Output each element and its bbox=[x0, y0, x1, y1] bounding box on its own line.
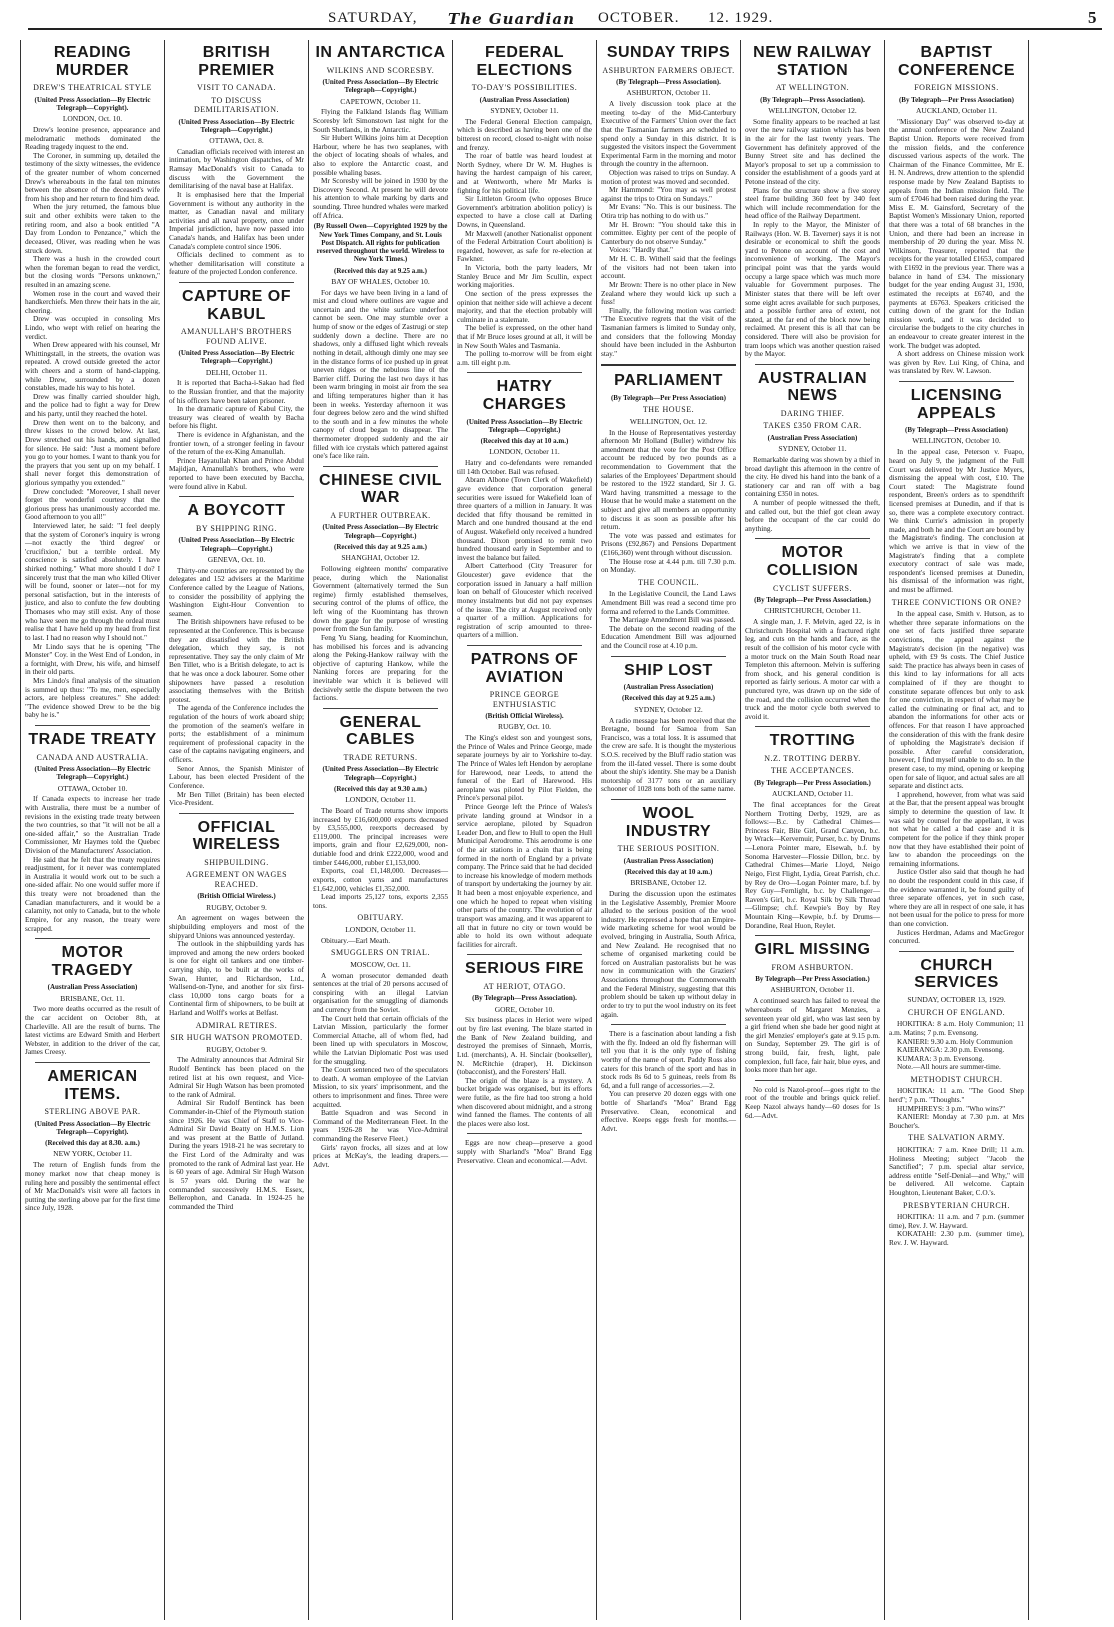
divider bbox=[899, 381, 1014, 382]
subheading: A FURTHER OUTBREAK. bbox=[330, 511, 431, 521]
advertisement: Eggs are now cheap—preserve a good supply with Sharland's "Moa" Brand Egg Preservative. Clean and economical.—Advt. bbox=[457, 1138, 592, 1165]
article-headline: PARLIAMENT bbox=[614, 372, 723, 390]
paragraph: During the discussion upon the estimates in the Legislative Assembly, Premier Moore alluded to the serious position of the wool industry. He expressed a hope that an Empire-wide marketing scheme for wool would be evolved, bringing in Australia, South Africa, and New Zealand. He recognised that no scheme of organised marketing could be forced on Australian pastoralists but he was now in communication with the Graziers' Associations throughout the Commonwealth and the Federal Ministry, suggesting that this problem should be taken up without delay in order to try to put the wool industry on its feet again. bbox=[601, 888, 736, 1019]
paragraph: There is evidence in Afghanistan, and the frontier town, of a stronger feeling in favour of the return of the ex-King Amanullah. bbox=[169, 430, 304, 457]
divider bbox=[179, 282, 294, 283]
paragraph: KAIERANGA: 2.30 p.m. Evensong. bbox=[897, 1045, 1005, 1055]
paragraph: Mr H. C. B. Withell said that the feelings of the visitors had not been taken into account. bbox=[601, 254, 736, 281]
dateline: LONDON, October 11. bbox=[345, 795, 416, 805]
article-headline: SHIP LOST bbox=[624, 661, 713, 679]
paragraph: The return of English funds from the money market now that cheap money is ruling here and possibly the sentimental effect of Mr MacDonald's visit were all factors in putting the sterling above par for the first time since July, 1928. bbox=[25, 1160, 160, 1213]
divider bbox=[467, 645, 582, 646]
article-headline: GIRL MISSING bbox=[754, 941, 871, 959]
paragraph: In the Legislative Council, the Land Laws Amendment Bill was read a second time pro forma and referred to the Lands Committee. bbox=[601, 589, 736, 616]
article-headline: IN ANTARCTICA bbox=[315, 44, 446, 61]
paragraph: Battle Squadron and was Second in Command of the Mediterranean Fleet. In the years 1926-28 he was Vice-Admiral commanding the Reserve Fleet.) bbox=[313, 1108, 448, 1144]
subheading: SIR HUGH WATSON PROMOTED. bbox=[170, 1033, 303, 1043]
column-7 bbox=[885, 40, 1029, 1620]
paragraph: The agenda of the Conference includes the regulation of the hours of work aboard ship; the promotion of the seamen's welfare in ports; the establishment of a minimum requirement of professional capacity in the case of the captains navigating engineers, and officers. bbox=[169, 703, 304, 765]
subheading: METHODIST CHURCH. bbox=[910, 1074, 1003, 1084]
paragraph: It is emphasised here that the Imperial Government is without any authority in the matter, as Canadian naval and military activities and all naval property, once under Imperial jurisdiction, have now passed into Canada's hands, and Halifax has been under Canada's complete control since 1906. bbox=[169, 189, 304, 251]
credit-line: (Received this day at 9.30 a.m.) bbox=[334, 784, 427, 793]
paragraph: When Drew appeared with his counsel, Mr Whittingstall, in the streets, the ovation was repeated. A crowd outside greeted the actor with cheers and a storm of hand-clapping, while Drew, surrounded by a dozen constables, made his way to his hotel. bbox=[25, 340, 160, 393]
paragraph: HOKITIKA: 11 a.m. and 7 p.m. (summer time), Rev. J. W. Hayward. bbox=[889, 1211, 1024, 1230]
credit-line: (United Press Association—By Electric Telegraph—Copyright). bbox=[34, 1119, 151, 1136]
dateline: GENEVA, Oct. 10. bbox=[207, 554, 266, 564]
paragraph: Mr Maxwell (another Nationalist opponent of the Federal Arbitration Court abolition) is regarded, however, as safe for re-election at Fawkner. bbox=[457, 228, 592, 264]
paragraph: The roar of battle was heard loudest at North Sydney, where Dr W. M. Hughes is having the hardest campaign of his career, and at Wentworth, where Mr Marks is fighting for his political life. bbox=[457, 151, 592, 195]
article-headline: GENERAL CABLES bbox=[339, 713, 422, 749]
article-headline: MOTOR TRAGEDY bbox=[51, 944, 134, 979]
paragraph: Mr Hammond: "You may as well protest against the trips to Otira on Sundays." bbox=[601, 185, 736, 203]
advertisement: You can preserve 20 dozen eggs with one bottle of Sharland's "Moa" Brand Egg Preservative. Clean, economical and effective. Keeps eggs fresh for months.—Advt. bbox=[601, 1089, 736, 1133]
advertisement: No cold is Nazol-proof—goes right to the root of the trouble and brings quick relief. Keep Nazol always handy—60 doses for 1s 6d.—Advt. bbox=[745, 1084, 880, 1120]
credit-line: (Australian Press Association) bbox=[767, 433, 858, 442]
subheading: AGREEMENT ON WAGES REACHED. bbox=[185, 870, 288, 889]
subheading: CYCLIST SUFFERS. bbox=[773, 583, 852, 593]
credit-line: (Received this day at 8.30. a.m.) bbox=[45, 1139, 140, 1148]
article-headline: TROTTING bbox=[769, 732, 856, 750]
dateline: LONDON, Oct. 10. bbox=[62, 114, 123, 124]
dateline: ASHBURTON, October 11. bbox=[770, 985, 855, 995]
credit-line: (United Press Association—By Electric Telegraph—Copyright.) bbox=[34, 765, 151, 782]
dateline: LONDON, October 11. bbox=[345, 924, 416, 934]
dateline: WELLINGTON, October 10. bbox=[912, 436, 1001, 446]
paragraph: In the dramatic capture of Kabul City, the treasury was cleared of wealth by Bacha before his flight. bbox=[169, 404, 304, 431]
article-headline: FEDERAL ELECTIONS bbox=[476, 44, 573, 79]
paragraph: Voices: "Hardly that." bbox=[609, 245, 673, 255]
credit-line: (By Telegraph—Per Press Association.) bbox=[754, 778, 871, 787]
column-5 bbox=[597, 40, 741, 1620]
dateline: SYDNEY, October 11. bbox=[490, 105, 559, 115]
paragraph: The Court sentenced two of the speculators to death. A woman employee of the Latvian Mission, to six years' imprisonment, and the others to imprisonment and fines. Three were acquitted. bbox=[313, 1065, 448, 1109]
subheading: TO DISCUSS DEMILITARISATION. bbox=[194, 95, 279, 115]
subheading: WILKINS AND SCORESBY. bbox=[326, 65, 435, 75]
divider bbox=[611, 799, 726, 800]
dateline: NEW YORK, October 11. bbox=[53, 1149, 132, 1159]
paragraph: Two more deaths occurred as the result of the car accident on October 8th, at Charleville. All are the result of burns. The latest victims are Edward Smith and Herbert Webster, in addition to the driver of the car, James Creesy. bbox=[25, 1004, 160, 1057]
subheading: AMANULLAH'S BROTHERS FOUND ALIVE. bbox=[180, 327, 293, 346]
article-headline: CAPTURE OF KABUL bbox=[182, 287, 291, 323]
dateline: BRISBANE, October 12. bbox=[630, 878, 707, 888]
credit-line: (United Press Association—By Electric Telegraph—Copyright.) bbox=[178, 349, 295, 366]
subheading: THE COUNCIL. bbox=[637, 577, 700, 587]
paragraph: A single man, J. F. Melvin, aged 22, is in Christchurch Hospital with a fractured right leg, and cuts on the hands and face, as the result of the collision of his motor cycle with a motor truck on the Main South Road near Templeton this afternoon. Melvin is suffering from shock, and his general condition is reported as fairly serious. A motor car with a punctured tyre, was drawn up on the side of the road, and the collision occurred when the truck and the motor cycle both swerved to avoid it. bbox=[745, 617, 880, 721]
paragraph: Lead imports 25,127 tons, exports 2,355 tons. bbox=[313, 892, 448, 910]
paragraph: An agreement on wages between the shipbuilding employers and most of the shipyard Unions was announced yesterday. bbox=[169, 913, 304, 940]
subheading: FOREIGN MISSIONS. bbox=[914, 83, 999, 93]
article-headline: PATRONS OF AVIATION bbox=[470, 650, 579, 686]
paragraph: Mr Brown: There is no other place in New Zealand where they would kick up such a fuss! bbox=[601, 279, 736, 307]
divider bbox=[179, 813, 294, 814]
paragraph: The outlook in the shipbuilding yards has improved and among the new orders booked is one for eight oil tankers and one timber-carrying ship, to be built at the works of Swan, Hunter, and Richardson, Ltd., Wallsend-on-Tyne, and another for six first-class 10,000 tons cargo boats for a Continental firm of shipowners, to be built at Harland and Wolff's works at Belfast. bbox=[169, 939, 304, 1018]
credit-line: (United Press Association—By Electric Telegraph—Copyright.) bbox=[178, 117, 295, 134]
column-1 bbox=[21, 40, 165, 1620]
dateline: RUGBY, October 9. bbox=[206, 1044, 267, 1054]
paragraph: A radio message has been received that the Bretagne, bound for Samoa from San Francisco, was a total loss. It is assumed that the crew are safe. It is thought the mysterious S.O.S. received by the Bluff radio station was from the ill-fated vessel. There is some doubt about the ship's identity. She may be a Danish motorship of 3177 tons or an auxiliary schooner of 1028 tons both of the same name. bbox=[601, 715, 736, 794]
paragraph: The Court held that certain officials of the Latvian Mission, particularly the former Commercial Attache, all of whom fled, had been lined up with speculators in Moscow, while the Latvian Diplomatic Post was used for the smuggling. bbox=[313, 1013, 448, 1066]
paragraph: The vote was passed and estimates for Prisons (£92,867) and Pensions Department (£166,360) went through without discussion. bbox=[601, 530, 736, 558]
paragraph: Mr H. Brown: "You should take this in committee. Eighty per cent of the people of Canterbury do not observe Sunday." bbox=[601, 219, 736, 246]
dateline: SHANGHAI, October 12. bbox=[341, 553, 420, 563]
divider bbox=[323, 708, 438, 709]
dateline: BRISBANE, Oct. 11. bbox=[60, 993, 125, 1003]
divider bbox=[35, 725, 150, 726]
credit-line: (Received this day at 10 a.m.) bbox=[480, 437, 569, 446]
subheading: OBITUARY. bbox=[357, 913, 404, 923]
paragraph: Objection was raised to trips on Sunday. A motion of protest was moved and seconded. bbox=[601, 168, 736, 186]
paragraph: Officials declined to comment as to whether demilitarisation will constitute a feature of the projected London conference. bbox=[169, 250, 304, 277]
subheading: N.Z. TROTTING DERBY. bbox=[764, 754, 861, 764]
paragraph: Sir Hubert Wilkins joins him at Deception Harbour, where he has two seaplanes, with the object of locating shoals of whales, and also to explore the Antarctic coast, and possible whaling bases. bbox=[313, 133, 448, 177]
paragraph: The origin of the blaze is a mystery. A bucket brigade was organised, but its efforts were futile, as the fire had too strong a hold when discovered about midnight, and a strong wind fanned the flames. The contents of all the places were also lost. bbox=[457, 1075, 592, 1128]
credit-line: (By Telegraph—Press Association). bbox=[616, 78, 721, 87]
paragraph: Justices Herdman, Adams and MacGregor concurred. bbox=[889, 927, 1024, 946]
credit-line: (Received this day at 9.25 a.m.) bbox=[334, 542, 427, 551]
subheading: THREE CONVICTIONS OR ONE? bbox=[891, 597, 1022, 607]
paragraph: In reply to the Mayor, the Minister of Railways (Hon. W. B. Taverner) says it is not desirable or economical to shift the goods yard to Petone on account of the cost and inconvenience of working. The Mayor's principal point was that the yards would occupy a large space which was much more valuable for Government purposes. The Minister states that there will be left over some eight acres available for such purposes, and a possible further area of extent, not stated, at the far end of the block now being reclaimed. At present this is all that can be considered. There will also be provision for tram loops which was another question raised by the Mayor. bbox=[745, 220, 880, 359]
paragraph: The British shipowners have refused to be represented at the Conference. This is because they are dissatisfied with the British delegation, which they say, is not representative. They say the only claim of Mr Ben Tillet, who is a British delegate, to act is that he was once a dock labourer. Some other shipowners have passed a resolution associating themselves with the British protest. bbox=[169, 617, 305, 704]
paragraph: He said that he felt that the treaty requires readjustment, for it never was contemplated in Australia it would work out to be such a one-sided affair. No one would suffer more if this treaty were not broadened than the Canadian manufacturers, and it would be a calamity, not only to Canada, but to the whole Empire, for any reason, the treaty were scrapped. bbox=[25, 854, 160, 933]
credit-line: (United Press Association—By Electric Telegraph—Copyright). bbox=[34, 95, 151, 112]
divider bbox=[755, 1080, 870, 1081]
paragraph: Mr Scoresby will be joined in 1930 by the Discovery Second. At present he will devote his attention to whale marking by darts and sounding. Three hundred whales were marked off Africa. bbox=[313, 176, 448, 220]
divider bbox=[467, 1133, 582, 1134]
dateline: RUGBY, Oct. 10. bbox=[498, 722, 551, 732]
masthead bbox=[28, 8, 1102, 30]
subheading: ASHBURTON FARMERS OBJECT. bbox=[602, 65, 735, 75]
paragraph: Plans for the structure show a five storey steel frame building 360 feet by 340 feet which will include recommendation for the head office of the Railway Department. bbox=[745, 185, 880, 221]
paragraph: The debate on the second reading of the Education Amendment Bill was adjourned and the Council rose at 4.10 p.m. bbox=[601, 623, 736, 650]
credit-line: (By Telegraph—Per Press Association) bbox=[898, 95, 1015, 104]
subheading: TAKES £350 FROM CAR. bbox=[763, 421, 862, 431]
subheading: STERLING ABOVE PAR. bbox=[44, 1107, 141, 1117]
paragraph: Women rose in the court and waved their handkerchiefs. Men threw their hats in the air, cheering. bbox=[25, 288, 160, 315]
paragraph: KOKATAHI: 2.30 p.m. (summer time), Rev. J. W. Hayward. bbox=[889, 1229, 1024, 1247]
paragraph: Senor Annos, the Spanish Minister of Labour, has been elected President of the Conference. bbox=[169, 763, 304, 790]
dateline: BAY OF WHALES, October 10. bbox=[331, 276, 430, 286]
subheading: AT HERIOT, OTAGO. bbox=[483, 981, 566, 991]
paragraph: A short address on Chinese mission work was given by Rev. Lui King, of China, and was translated by Rev. W. Lawson. bbox=[889, 349, 1024, 376]
credit-line: (By Telegraph—Per Press Association) bbox=[610, 394, 727, 402]
paragraph: Thirty-one countries are represented by the delegates and 152 advisers at the Maritime Conference called by the League of Nations, to consider the possibility of applying the Washington Eight-Hour Convention to seamen. bbox=[169, 565, 304, 618]
dateline: SYDNEY, October 11. bbox=[778, 444, 847, 454]
divider bbox=[611, 1024, 726, 1025]
paragraph: The belief is expressed, on the other hand that if Mr Bruce loses ground at all, it will be in New South Wales and Tasmania. bbox=[457, 323, 592, 350]
paragraph: The Marriage Amendment Bill was passed. bbox=[609, 615, 736, 625]
dateline: SUNDAY, OCTOBER 13, 1929. bbox=[907, 995, 1006, 1005]
dateline: ASHBURTON, October 11. bbox=[626, 88, 711, 98]
credit-line: (By Telegraph—Per Press Association.) bbox=[754, 596, 871, 605]
dateline: RUGBY, October 9. bbox=[206, 902, 267, 912]
paragraph: Prince Hayatullah Khan and Prince Abdul Majidjan, Amanullah's brothers, who were reported to have been executed by Baccha, were found alive in Kabul. bbox=[169, 455, 304, 491]
paragraph: HOKITIKA: 8 a.m. Holy Communion; 11 a.m. Matins; 7 p.m. Evensong. bbox=[889, 1019, 1024, 1037]
article-headline: TRADE TREATY bbox=[28, 731, 157, 749]
credit-line: (United Press Association—By Electric Telegraph—Copyright.) bbox=[178, 536, 295, 553]
paragraph: When the jury returned, the famous blue suit and other exhibits were taken to the retiring room, and also a book entitled "A Day from London to Penzance," which the deceased, Oliver, was reading when he was struck down. bbox=[25, 202, 160, 255]
divider bbox=[601, 364, 736, 366]
credit-line: (Received this day at 10 a.m.) bbox=[624, 867, 713, 876]
dateline: DELHI, October 11. bbox=[205, 367, 268, 377]
credit-line: (By Telegraph—Press Association) bbox=[905, 426, 1008, 435]
article-headline: LICENSING APPEALS bbox=[910, 387, 1003, 422]
paragraph: Some finality appears to be reached at last over the new railway station which has been in the air for the last twenty years. The Government has definitely approved of the Bunny Street site and has declined the Mayor's proposal to set up a commission to consider the establishment of a goods yard at Petone instead of the city. bbox=[745, 116, 880, 186]
page-number: 5 bbox=[1088, 8, 1098, 27]
paragraph: Following eighteen months' comparative peace, during which the Nationalist Government (alternatively termed the Sun regime) firmly established themselves, securing control of the plums of office, the left wing of the Kuomintang has thrown down the gage for the purpose of wresting power from the Sun family. bbox=[313, 564, 448, 634]
column-2 bbox=[165, 40, 309, 1620]
credit-line: (United Press Association—By Electric Telegraph—Copyright.) bbox=[466, 417, 583, 434]
paragraph: In the appeal case, Peterson v. Fuapo, heard on July 9, the judgment of the Full Court was delivered by Mr Justice Myers, dismissing the appeal with cost, £10. The Court stated: The Magistrate found respondent, Breen's orders as to spendthrift licensed premises at Dunedin, and if that is so, there was a complete executory contract. We think Currie's admission in properly made, and both he and the Court are bound by the Magistrate's finding. The conclusion at which we arrive is that in view of the Magistrate's finding that a complete executory contract of sale was made, respondent's licensed premises at Dunedin, his dismissal of the information was right, and must be affirmed. bbox=[889, 447, 1024, 595]
paragraph: The final acceptances for the Great Northern Trotting Derby, 1929, are as follows:—B.c. by Cathedral Chimes—Princess Fair, Bite Girl, Grand Canyon, b.c. by Wrack—Kervemuir, Purser, b.c. by Drums—Lenora Pointer mare, Elsewah, b.f. by Sonoma Harvester—Flossie Dillon, br.c. by Cathedral Chimes—Marie Lloyd, Neigo Neigo, First Flight, Lydia, Great Parrish, ch.c. by Rey de Oro—Logan Pointer mare, b.f. by Rey Guy—Fernlight, b.c. by Challenger—Raven's Girl, b.c. Royal Silk by Silk Thread—Glimpse; ch.f. Kewpie's Boy by Rey Mountain King—Kewpie, b.f. by Drums—Dorandine, Real Huon, Reylet. bbox=[745, 800, 880, 930]
credit-line: (British Official Wireless.) bbox=[197, 892, 276, 901]
paragraph: Drew was occupied in consoling Mrs Lindo, who wept with relief on hearing the verdict. bbox=[25, 314, 160, 341]
paragraph: It is reported that Bacha-i-Sakao had fled to the Russian frontier, and that the majority of his officers have been taken prisoner. bbox=[169, 378, 304, 405]
paragraph: Drew then went on to the balcony, and threw kisses to the crowd below. At last, Drew stretched out his hands, and signalled for silence. He said: "Just a moment before you go to your homes. I want to thank you for the prayers that you sent up on my behalf. I shall never forget this demonstration of glorious sympathy you extended." bbox=[25, 417, 160, 487]
subheading: SHIPBUILDING. bbox=[204, 857, 269, 867]
subheading: THE ACCEPTANCES. bbox=[770, 766, 855, 776]
credit-line: (United Press Association—By Electric Telegraph—Copyright.) bbox=[322, 78, 439, 95]
divider bbox=[467, 372, 582, 373]
paragraph: Mr Ben Tillet (Britain) has been elected Vice-President. bbox=[169, 789, 304, 808]
divider bbox=[35, 938, 150, 939]
advertisement: There is a fascination about landing a fish with the fly. Indeed an old fly fisherman will tell you that it is the only type of fishing worthy of the name of sport. Paddy Ross also caters for this branch of the sport and has in stock rods 8s 6d to 5 guineas, reels from 8s 6d, and a full range of accessories.—2. bbox=[601, 1029, 736, 1090]
paragraph: In the appeal case, Smith v. Hutson, as to whether three separate informations on the one set of facts justified three separate convictions, the appeal against the Magistrate's decision (in the negative) was upheld, with £9 9s costs. The Chief Justice said: The practice has always been in cases of this kind to lay informations for all acts complained of if they are thought to constitute separate offences but only to ask for one conviction, in respect of what may be called the culminating or final act, and to abandon the informations for other acts or offences. For that reason I have approached the consideration of this with the frank desire of upholding the Magistrate's decision if possible. After careful consideration, however, I find myself unable to do so. In the present case, to my mind, opening or keeping open for sale of liquor, and actual sales are all separate and distinct acts. bbox=[889, 609, 1024, 791]
article-headline: WOOL INDUSTRY bbox=[625, 805, 712, 840]
paragraph: Sir Littleton Groom (who opposes Bruce Government's arbitration abolition policy) is expected to have a close call at Darling Downs, in Queensland. bbox=[457, 194, 592, 230]
paragraph: Interviewed later, he said: "I feel deeply that the system of Coroner's inquiry is wrong—not exactly the 'third degree' or 'crucifixion,' but a terrible ordeal. My conscience is satisfied absolutely. I have shirked nothing." What more should I do? I sincerely trust that the man who killed Oliver will be found, sooner or later—not for my personal satisfaction, but in the interests of justice, and also to confute the few doubting Thomases who may still exist. Any of those who have seen me go through the ordeal must realise that I have held up my head from first to last. I had no reason why I should not." bbox=[25, 521, 160, 642]
article-headline: BRITISH PREMIER bbox=[198, 44, 275, 79]
divider bbox=[899, 951, 1014, 952]
subheading: ADMIRAL RETIRES. bbox=[195, 1020, 278, 1030]
newspaper-columns bbox=[20, 40, 1102, 1620]
article-headline: READING MURDER bbox=[53, 44, 132, 79]
paragraph: Mr Lindo says that he is opening "The Monster" Coy. in the West End of London, in a fortnight, with Drew, his wife, and himself in their old parts. bbox=[25, 641, 160, 677]
paragraph: The Coroner, in summing up, detailed the testimony of the sixty witnesses, the evidence of the greater number of whom concerned Drew's whereabouts in the fatal ten minutes between the absence of the deceased's wife from his shop and her return to find him dead. bbox=[25, 150, 160, 203]
credit-line: (By Russell Owen—Copyrighted 1929 by the New York Times Company, and St. Louis Post Dispatch. All rights for publication reserved throughout the world. Wireless to New York Times.) bbox=[313, 222, 448, 264]
paragraph: HOKITIKA: 7 a.m. Knee Drill; 11 a.m. Holiness Meeting; subject "Jacob the Sanctified"; 7 p.m. special altar service, address entitle "Self-Denial—and Why," will be delivered. All welcome. Captain Houghton, Lieutenant Baker, C.O.'s. bbox=[889, 1144, 1024, 1197]
article-headline: BAPTIST CONFERENCE bbox=[897, 44, 1015, 79]
dateline: CAPETOWN, October 11. bbox=[340, 96, 421, 106]
subheading: TRADE RETURNS. bbox=[343, 752, 418, 762]
paragraph: A lively discussion took place at the meeting to-day of the Mid-Canterbury Executive of the Farmers' Union over the fact that the Tasmanian farmers are scheduled to spend only a Sunday in this district. It is suggested the visitors inspect the Government Experimental Farm in the morning and motor through the country in the afternoon. bbox=[601, 99, 736, 169]
credit-line: (Australian Press Association) bbox=[623, 856, 714, 865]
paragraph: "Missionary Day" was observed to-day at the annual conference of the New Zealand Baptist Union. Reports were received from the mission fields, and the conference discussed various aspects of the work. The Chairman of the Finance Committee, Mr E. H. N. Andrews, drew attention to the splendid response made by New Zealand Baptists to appeals from the Indian mission field. The sum of £7046 had been raised during the year. Miss E. M. Gainsford, Secretary of the Baptist Women's Missionary Union, reported that there was a total of 68 branches in the Union, and there had been an increase in membership of 20 during the year. Miss N. Wilkinson, Treasurer, reported that the receipts for the year totalled £1653, compared with £1692 in the previous year. There was a balance in hand of £34. The missionary budget for the year ending August 31, 1930, estimated the receipts at £6740, and the payments at £6763. Speakers criticised the cutting down of the grant for the Indian mission work, and it was decided to circularise the budgets to the city churches in an endeavour to create greater interest in the work. The budget was adopted. bbox=[889, 116, 1024, 350]
dateline: SYDNEY, October 12. bbox=[634, 704, 703, 714]
paragraph: Finally, the following motion was carried: "The Executive regrets that the visit of the Tasmanian farmers is limited to Sunday only, and considers that the following Monday should have been included in the Ashburton stay." bbox=[601, 305, 736, 358]
paragraph: KANIERI: 9.30 a.m. Holy Communion bbox=[897, 1036, 1013, 1046]
divider bbox=[611, 656, 726, 657]
article-headline: AUSTRALIAN NEWS bbox=[758, 369, 867, 405]
divider bbox=[755, 935, 870, 936]
subheading: CHURCH OF ENGLAND. bbox=[907, 1007, 1006, 1017]
subheading: AT WELLINGTON. bbox=[775, 83, 850, 93]
divider bbox=[179, 496, 294, 497]
paragraph: Note.—All hours are summer-time. bbox=[897, 1062, 1001, 1072]
subheading: VISIT TO CANADA. bbox=[197, 83, 276, 93]
subheading: SMUGGLERS ON TRIAL. bbox=[331, 948, 430, 958]
paragraph: Justice Ostler also said that though he had no doubt the respondent could in this case, if the evidence warranted it, be found guilty of three separate offences, yet in such case, where they are all in respect of one sale, it has not been usual for the police to press for more than one conviction. bbox=[889, 867, 1024, 929]
paragraph: Drew's leonine presence, appearance and melodramatic methods dominated the Reading tragedy inquest to the end. bbox=[25, 124, 160, 152]
article-headline: CHURCH SERVICES bbox=[914, 956, 999, 992]
credit-line: (By Telegraph—Press Association). bbox=[472, 994, 577, 1003]
dateline: GORE, October 10. bbox=[494, 1004, 555, 1014]
paragraph: Abram Albone (Town Clerk of Wakefield) gave evidence that corporation general securities were issued for Wakefield loan of three quarters of a million in January. It was decided that fifty thousand be remitted in March and one hundred thousand at the end of August. Wakefield only received a hundred thousand. Dixon promised to remit two hundred thousand early in September and to invest the balance but failed. bbox=[457, 475, 592, 562]
paragraph: The King's eldest son and youngest sons, the Prince of Wales and Prince George, made separate journeys by air to Yorkshire to-day. The Prince of Wales left Hendon by aeroplane for Harewood, near Leeds, to attend the funeral of the Earl of Harewood. His aeroplane was piloted by Pilot Fielden, the Prince's personal pilot. bbox=[457, 733, 592, 803]
paragraph: I apprehend, however, from what was said at the Bar, that the present appeal was brought simply to determine the question of law. It was said by counsel for the appellant, it was not what he called a bad case and it is competent for the police if they think proper now that they have established their point of law to abandon the proceedings on the remaining informations. bbox=[889, 789, 1024, 868]
paragraph: In the House of Representatives yesterday afternoon Mr Holland (Buller) withdrew his amendment that the vote for the Post Office account be reduced by two pounds as a recommendation to Government that the salaries of the Employees' Department should be restored to the 1922 standard, Sir J. G. Ward having transmitted a message to the House that he would make a statement on the subject and give all members an opportunity to discuss it as soon as possible after his return. bbox=[601, 427, 736, 532]
paragraph: For days we have been living in a land of mist and cloud where outlines are vague and uncertain and the white surface underfoot cannot be seen. One may stumble over a hump of snow or the edges of Zastrugi or step suddenly down a decline. There are no shadows, only a diffused light which reveals nothing in detail, although dimly one may see in the distance forms of ice pushed up in great uneven ridges or the nebulous line of the Barrier cliff. During the last two days it has been warm bringing in moist air from the sea and lifting temperatures higher than it has been in weeks. Yesterday afternoon it was four degrees below zero and the wind shifted to the south and in a few minutes the whole canopy of cloud began to disappear. The thermometer dropped suddenly and the air filled with ice crystals which pattered against one's face like rain. bbox=[313, 287, 448, 461]
credit-line: By Telegraph—Per Press Association.) bbox=[755, 975, 870, 984]
article-headline: SERIOUS FIRE bbox=[465, 960, 584, 978]
article-headline: HATRY CHARGES bbox=[482, 378, 567, 413]
divider bbox=[35, 1062, 150, 1063]
paragraph: The Federal General Election campaign, which is described as having been one of the bitterest on record, closed to-night with noise and frenzy. bbox=[457, 116, 592, 152]
subheading: PRINCE GEORGE ENTHUSIASTIC bbox=[489, 690, 560, 709]
subheading: DARING THIEF. bbox=[780, 408, 845, 418]
article-headline: MOTOR COLLISION bbox=[766, 544, 859, 580]
credit-line: (By Telegraph—Press Association). bbox=[760, 95, 865, 104]
subheading: PRESBYTERIAN CHURCH. bbox=[903, 1200, 1010, 1210]
paragraph: Albert Catterhood (City Treasurer for Gloucester) gave evidence that the corporation issued in January a half million loan on behalf of Gloucester which received money instalments but did not pay expenses of the issue. The city at August received only a quarter of a million. Applications for registration of scrip amounted to three-quarters of a million. bbox=[457, 561, 592, 640]
paragraph: Canadian officials received with interest an intimation, by Washington dispatches, of Mr Ramsay MacDonald's visit to Canada to discuss with the Government the demilitarising of the naval base at Halifax. bbox=[169, 146, 304, 191]
credit-line: (Received this day at 9.25 a.m.) bbox=[334, 266, 427, 275]
paragraph: The House rose at 4.44 p.m. till 7.30 p.m. on Monday. bbox=[601, 556, 736, 575]
article-headline: OFFICIAL WIRELESS bbox=[192, 818, 281, 854]
paragraph: Feng Yu Siang, heading for Kuominchun, has mobilised his forces and is advancing along the Peking-Hankow railway with the objective of capturing Hankow, while the Nanking forces are preparing for the inevitable war which it is believed will decisively settle the dispute between the two factions. bbox=[313, 632, 448, 703]
article-headline: AMERICAN ITEMS. bbox=[47, 1068, 138, 1103]
article-headline: SUNDAY TRIPS bbox=[606, 44, 731, 61]
paragraph: Admiral Sir Rudolf Bentinck has been Commander-in-Chief of the Plymouth station since 1926. He was Chief of Staff to Vice-Admiral Sir David Beatty on H.M.S. Lion and was present at the Battle of Jutland. During the years 1918-21 he was secretary to the First Lord of the Admiralty and was promoted to the rank of Admiral last year. He is 60 years of age. Admiral Sir Hugh Watson is 57 years old. During the war he commanded successively H.M.S. Essex, Bellerophon, and Canada. In 1924-25 he commanded the Third bbox=[169, 1098, 304, 1211]
subheading: BY SHIPPING RING. bbox=[196, 523, 277, 533]
column-4 bbox=[453, 40, 597, 1620]
paragraph: A continued search has failed to reveal the whereabouts of Margaret Menzies, a seventeen year old girl, who was last seen by a girl friend when she bade her good night at the girl Menzies' employer's gate at 9.15 p.m. on Sunday, September 29. The girl is of strong build, fair, fresh, light, pale complexion, full face, fair hair, blue eyes, and looks more than her age. bbox=[745, 996, 880, 1075]
paragraph: KUMARA: 3 p.m. Evensong. bbox=[897, 1053, 985, 1063]
subheading: THE SERIOUS POSITION. bbox=[617, 844, 720, 854]
masthead-month: OCTOBER. bbox=[598, 10, 680, 26]
divider bbox=[755, 538, 870, 539]
divider bbox=[755, 726, 870, 727]
article-headline: CHINESE CIVIL WAR bbox=[319, 471, 442, 507]
paragraph: The polling to-morrow will be from eight a.m. till eight p.m. bbox=[457, 349, 592, 367]
column-3 bbox=[309, 40, 453, 1620]
divider bbox=[467, 954, 582, 955]
subheading: FROM ASHBURTON. bbox=[771, 962, 854, 972]
paragraph: HOKITIKA: 11 a.m. "The Good Shep herd"; 7 p.m. "Thoughts." bbox=[889, 1086, 1024, 1105]
dateline: AUCKLAND, October 11. bbox=[916, 105, 997, 115]
dateline: WELLINGTON, Oct. 12. bbox=[629, 416, 708, 426]
credit-line: (Australian Press Association) bbox=[623, 683, 714, 692]
dateline: AUCKLAND, October 11. bbox=[772, 789, 853, 799]
advertisement: Girls' rayon frocks, all sizes and at low prices at McKay's, the leading drapers.—Advt. bbox=[313, 1142, 448, 1169]
paragraph: Mr Evans: "No. This is our business. The Otira trip has nothing to do with us." bbox=[601, 202, 736, 221]
subheading: THE HOUSE. bbox=[642, 405, 695, 415]
dateline: OTTAWA, October 10. bbox=[57, 783, 128, 793]
paragraph: Six business places in Heriot were wiped out by fire last evening. The blaze started in the Bank of New Zealand building, and destroyed the premises of Sinnaeh, Morris, Ltd. (merchants), A. H. Sinclair (bookseller), N. McRitchie (draper), H. Dickinson (tobacconist), and the Foresters' Hall. bbox=[457, 1015, 592, 1077]
credit-line: (United Press Association—By Electric Telegraph—Copyright.) bbox=[322, 765, 439, 782]
dateline: OTTAWA, Oct. 8. bbox=[209, 136, 264, 145]
column-6 bbox=[741, 40, 885, 1620]
paragraph: There was a hush in the crowded court when the foreman began to read the verdict, but the closing words "Persons unknown," resulted in an amazing scene. bbox=[25, 254, 160, 289]
paragraph: Exports, coal £1,148,000. Decreases—exports, cotton yarns and manufactures £1,642,000, vehicles £1,352,000. bbox=[313, 866, 448, 893]
paragraph: KANIERI: Monday at 7.30 p.m. at Mrs Boucher's. bbox=[889, 1112, 1024, 1130]
subheading: DREW'S THEATRICAL STYLE bbox=[33, 83, 152, 93]
masthead-title: The Guardian bbox=[448, 10, 575, 28]
paragraph: Remarkable daring was shown by a thief in broad daylight this afternoon in the centre of the city. He dived his hand into the bank of a stationery car and ran off with a bag containing £350 in notes. bbox=[745, 454, 880, 499]
paragraph: A number of people witnessed the theft, and called out, but the thief got clean away before the occupant of the car could do anything. bbox=[745, 497, 880, 533]
divider bbox=[755, 364, 870, 365]
paragraph: Drew concluded: "Moreover, I shall never forget the wonderful courtesy that the glorious press has unanimously accorded me. Good afternoon to you all!" bbox=[25, 486, 160, 522]
subheading: CANADA AND AUSTRALIA. bbox=[36, 752, 149, 762]
masthead-date: 12. 1929. bbox=[708, 10, 774, 26]
paragraph: Mrs Lindo's final analysis of the situation is summed up thus: "To me, men, especially actors, are helpless creatures." She added: "The evidence showed Drew to be the big baby he is." bbox=[25, 675, 160, 720]
paragraph: The Admiralty announces that Admiral Sir Rudolf Bentinck has been placed on the retired list at his own request, and Vice-Admiral Sir Hugh Watson has been promoted to the rank of Admiral. bbox=[169, 1055, 304, 1099]
paragraph: Prince George left the Prince of Wales's private landing ground at Windsor in a service aeroplane, piloted by Squadron Leader Don, and flew to Hull to open the Hull Municipal Aerodrome. This aerodrome is one of the air stations in a chain that is being formed in the north of England by a private company. The Prince said that he had decided to increase his knowledge of modern methods of transport by undertaking the journey by air. It had been a most enjoyable experience, and one which he hoped to repeat when visiting other parts of the country. The evolution of air transport was amazing, and it was apparent to all that in future no city or town would be able to hold its own without adequate facilities for aircraft. bbox=[457, 802, 592, 949]
credit-line: (Australian Press Association) bbox=[47, 983, 138, 992]
paragraph: The Board of Trade returns show imports increased by £16,600,000 exports decreased by £3,555,000, reexports decreased by £119,000. The principal increases were imports, grain and flour £2,629,000, non-dutiable food and drink £222,000, wood and timber £446,000, rubber £1,153,000. bbox=[313, 806, 448, 867]
credit-line: (British Official Wireless). bbox=[485, 712, 564, 721]
subheading: TO-DAY'S POSSIBILITIES. bbox=[471, 83, 578, 93]
paragraph: A woman prosecutor demanded death sentences at the trial of 20 persons accused of conspiring with an illegal Latvian organisation for the smuggling of diamonds and currency from the Soviet. bbox=[313, 970, 448, 1014]
dateline: CHRISTCHURCH, October 11. bbox=[764, 606, 861, 616]
credit-line: (United Press Association—By Electric Telegraph—Copyright.) bbox=[322, 523, 439, 540]
dateline: MOSCOW, Oct. 11. bbox=[350, 959, 411, 969]
subheading: THE SALVATION ARMY. bbox=[908, 1133, 1005, 1143]
paragraph: Drew was finally carried shoulder high, and the police had to fight a way for Drew and his party, until they reached the hotel. bbox=[25, 391, 160, 419]
dateline: WELLINGTON, October 12. bbox=[768, 105, 857, 115]
paragraph: Obituary.—Earl Meath. bbox=[321, 935, 391, 945]
article-headline: NEW RAILWAY STATION bbox=[753, 44, 872, 79]
paragraph: HUMPHREYS: 3 p.m. "Who wins?" bbox=[897, 1103, 1006, 1113]
article-headline: A BOYCOTT bbox=[187, 502, 286, 520]
paragraph: Flying the Falkland Islands flag William Scoresby left Simonstown last night for the South Shetlands, in the Antarctic. bbox=[313, 107, 448, 134]
credit-line: (Australian Press Association) bbox=[479, 95, 570, 104]
paragraph: Hatry and co-defendants were remanded till 14th October. Bail was refused. bbox=[457, 458, 592, 476]
divider bbox=[323, 466, 438, 467]
credit-line: (Received this day at 9.25 a.m.) bbox=[622, 694, 715, 703]
paragraph: If Canada expects to increase her trade with Australia, there must be a number of revisions in the existing trade treaty between the two countries, so that "it will not be all a one-sided affair," so the Australian Trade Commissioner, Mr Haymes told the Quebec Division of the Manufacturers' Association. bbox=[25, 794, 160, 856]
masthead-day: SATURDAY, bbox=[328, 10, 418, 26]
dateline: LONDON, October 11. bbox=[489, 447, 560, 457]
paragraph: In Victoria, both the party leaders, Mr Stanley Bruce and Mr Jim Scullin, expect working majorities. bbox=[457, 263, 592, 290]
paragraph: One section of the press expresses the opinion that neither side will achieve a decent majority, and that the election probably will culminate in a stalemate. bbox=[457, 288, 592, 324]
